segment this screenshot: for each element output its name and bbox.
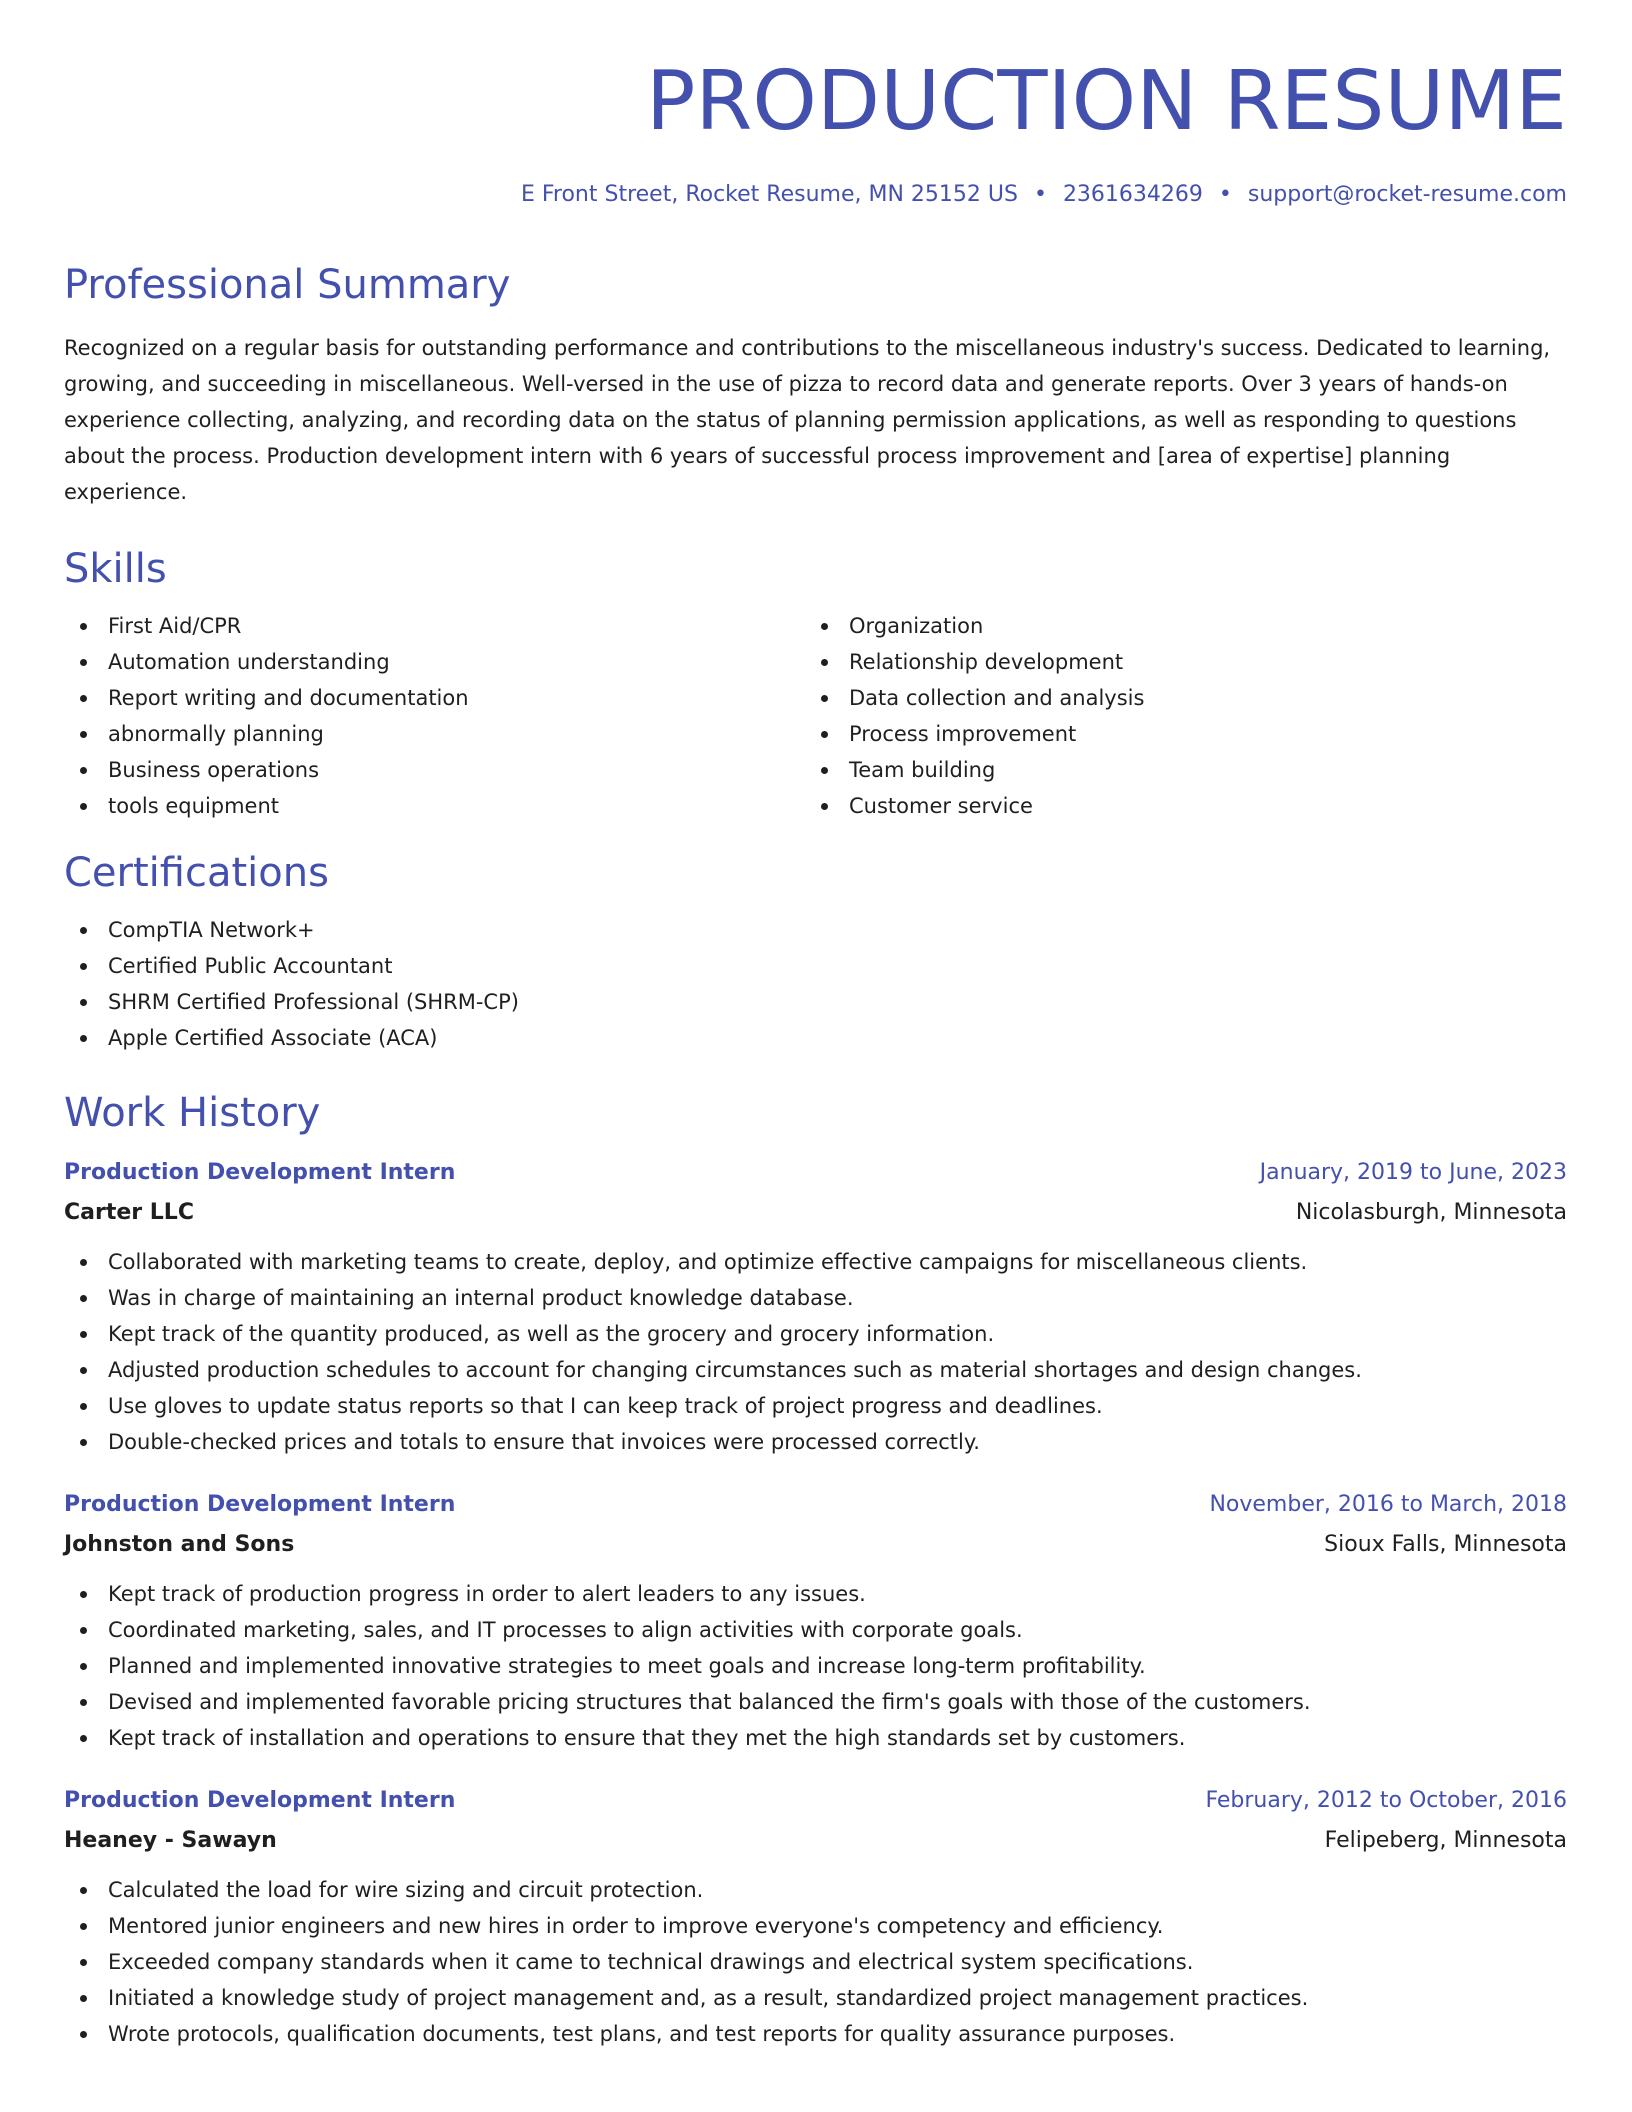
job-dates: November, 2016 to March, 2018 [1209, 1492, 1567, 1517]
job-entry [64, 1786, 1567, 2052]
job-bullet: Double-checked prices and totals to ensure that invoices were processed correctly. [64, 1424, 1567, 1460]
skills-list-right [805, 608, 1546, 824]
skill-item: Data collection and analysis [805, 680, 1546, 716]
contact-phone: 2361634269 [1062, 182, 1203, 207]
job-location: Nicolasburgh, Minnesota [1295, 1200, 1567, 1225]
job-title: Production Development Intern [64, 1160, 456, 1185]
job-bullets [64, 1244, 1567, 1460]
certification-item: Apple Certified Associate (ACA) [64, 1020, 1567, 1056]
job-dates: January, 2019 to June, 2023 [1259, 1160, 1567, 1185]
job-bullet: Use gloves to update status reports so that I can keep track of project progress and deadlines. [64, 1388, 1567, 1424]
work-history-heading: Work History [64, 1090, 321, 1136]
skill-item: Relationship development [805, 644, 1546, 680]
job-company: Heaney - Sawayn [64, 1828, 277, 1853]
job-company-row [64, 1826, 1567, 1856]
contact-line [64, 180, 1567, 210]
skill-item: Organization [805, 608, 1546, 644]
skill-item: Business operations [64, 752, 805, 788]
summary-heading: Professional Summary [64, 262, 511, 308]
certifications-list [64, 912, 1567, 1056]
job-company-row [64, 1530, 1567, 1560]
job-bullet: Coordinated marketing, sales, and IT processes to align activities with corporate goals. [64, 1612, 1567, 1648]
job-bullet: Kept track of installation and operations to ensure that they met the high standards set by customers. [64, 1720, 1567, 1756]
skills-section [64, 544, 1567, 824]
job-dates: February, 2012 to October, 2016 [1205, 1788, 1567, 1813]
contact-email[interactable]: support@rocket-resume.com [1247, 182, 1567, 207]
skill-item: Customer service [805, 788, 1546, 824]
certification-item: CompTIA Network+ [64, 912, 1567, 948]
contact-separator: • [1033, 182, 1047, 207]
job-title: Production Development Intern [64, 1788, 456, 1813]
job-header-row [64, 1158, 1567, 1188]
job-location: Felipeberg, Minnesota [1324, 1828, 1567, 1853]
summary-section [64, 260, 1567, 510]
job-bullet: Wrote protocols, qualification documents, test plans, and test reports for quality assurance purposes. [64, 2016, 1567, 2052]
certifications-heading: Certifications [64, 850, 329, 896]
resume-page [64, 0, 1567, 2052]
job-bullet: Mentored junior engineers and new hires in order to improve everyone's competency and efficiency. [64, 1908, 1567, 1944]
job-bullets [64, 1576, 1567, 1756]
work-history-section [64, 1088, 1567, 2052]
job-bullet: Initiated a knowledge study of project management and, as a result, standardized project management practices. [64, 1980, 1567, 2016]
resume-title: PRODUCTION RESUME [645, 54, 1567, 149]
job-header-row [64, 1786, 1567, 1816]
certifications-section [64, 848, 1567, 1056]
skill-item: abnormally planning [64, 716, 805, 752]
certification-item: SHRM Certified Professional (SHRM-CP) [64, 984, 1567, 1020]
skill-item: Automation understanding [64, 644, 805, 680]
job-bullet: Kept track of the quantity produced, as well as the grocery and grocery information. [64, 1316, 1567, 1352]
job-entry [64, 1158, 1567, 1460]
job-company: Johnston and Sons [64, 1532, 295, 1557]
skill-item: Report writing and documentation [64, 680, 805, 716]
job-bullet: Planned and implemented innovative strategies to meet goals and increase long-term profitability. [64, 1648, 1567, 1684]
skill-item: Process improvement [805, 716, 1546, 752]
skill-item: Team building [805, 752, 1546, 788]
certification-item: Certified Public Accountant [64, 948, 1567, 984]
job-title: Production Development Intern [64, 1492, 456, 1517]
job-bullet: Adjusted production schedules to account for changing circumstances such as material shortages and design changes. [64, 1352, 1567, 1388]
job-company-row [64, 1198, 1567, 1228]
skills-heading: Skills [64, 546, 167, 592]
job-company: Carter LLC [64, 1200, 194, 1225]
job-bullet: Devised and implemented favorable pricing structures that balanced the firm's goals with those of the customers. [64, 1684, 1567, 1720]
job-bullet: Calculated the load for wire sizing and circuit protection. [64, 1872, 1567, 1908]
skills-list-left [64, 608, 805, 824]
job-location: Sioux Falls, Minnesota [1324, 1532, 1567, 1557]
skills-columns [64, 608, 1567, 824]
job-bullet: Collaborated with marketing teams to create, deploy, and optimize effective campaigns for miscellaneous clients. [64, 1244, 1567, 1280]
job-bullet: Exceeded company standards when it came to technical drawings and electrical system specifications. [64, 1944, 1567, 1980]
contact-separator: • [1218, 182, 1232, 207]
skill-item: First Aid/CPR [64, 608, 805, 644]
contact-address: E Front Street, Rocket Resume, MN 25152 US [520, 182, 1018, 207]
job-entry [64, 1490, 1567, 1756]
job-header-row [64, 1490, 1567, 1520]
job-bullet: Kept track of production progress in order to alert leaders to any issues. [64, 1576, 1567, 1612]
summary-text: Recognized on a regular basis for outstanding performance and contributions to the miscellaneous industry's success. Dedicated to learning, growing, and succeeding in miscellaneous. Well-versed in the use of pizza to record data and generate reports. Over 3 years of hands-on experience collecting, analyzing, and recording data on the status of planning permission applications, as well as responding to questions about the process. Production development intern with 6 years of successful process improvement and [area of expertise] planning experience. [64, 336, 1551, 504]
job-bullets [64, 1872, 1567, 2052]
skill-item: tools equipment [64, 788, 805, 824]
job-bullet: Was in charge of maintaining an internal product knowledge database. [64, 1280, 1567, 1316]
